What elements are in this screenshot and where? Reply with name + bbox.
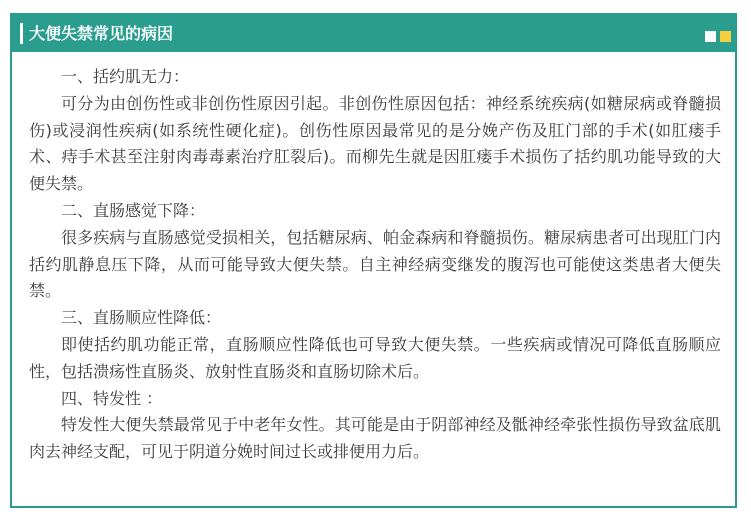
section-heading-rectal-compliance: 三、直肠顺应性降低： <box>61 308 222 328</box>
section-text-idiopathic: 特发性大便失禁最常见于中老年女性。其可能是由于阴部神经及骶神经牵张性损伤导致盆底肌肉去神经支配，可见于阴道分娩时间过长或排便用力后。 <box>29 415 721 462</box>
card-header <box>12 15 735 52</box>
causes-card <box>10 13 737 508</box>
header-accent-bar <box>20 23 23 44</box>
card-title: 大便失禁常见的病因 <box>29 24 174 43</box>
section-heading-rectal-sensation: 二、直肠感觉下降： <box>61 200 206 220</box>
section-heading-idiopathic: 四、特发性 ： <box>61 388 163 408</box>
decor-square-yellow-icon <box>720 31 731 42</box>
section-text-rectal-compliance: 即使括约肌功能正常，直肠顺应性降低也可导致大便失禁。一些疾病或情况可降低直肠顺应性，包括溃疡性直肠炎、放射性直肠炎和直肠切除术后。 <box>29 334 721 381</box>
decor-square-white-icon <box>705 31 716 42</box>
section-heading-sphincter: 一、括约肌无力： <box>61 67 190 86</box>
card-body <box>29 64 721 466</box>
section-text-sphincter: 可分为由创伤性或非创伤性原因引起。非创伤性原因包括：神经系统疾病(如糖尿病或脊髓损伤)或浸润性疾病(如系统性硬化症)。创伤性原因最常见的是分娩产伤及肛门部的手术(如肛瘘手术、痔手术甚至注射肉毒毒素治疗肛裂后)。而柳先生就是因肛瘘手术损伤了括约肌功能导致的大便失禁。 <box>29 93 721 194</box>
section-text-rectal-sensation: 很多疾病与直肠感觉受损相关，包括糖尿病、帕金森病和脊髓损伤。糖尿病患者可出现肛门内括约肌静息压下降，从而可能导致大便失禁。自主神经病变继发的腹泻也可能使这类患者大便失禁。 <box>29 227 721 301</box>
